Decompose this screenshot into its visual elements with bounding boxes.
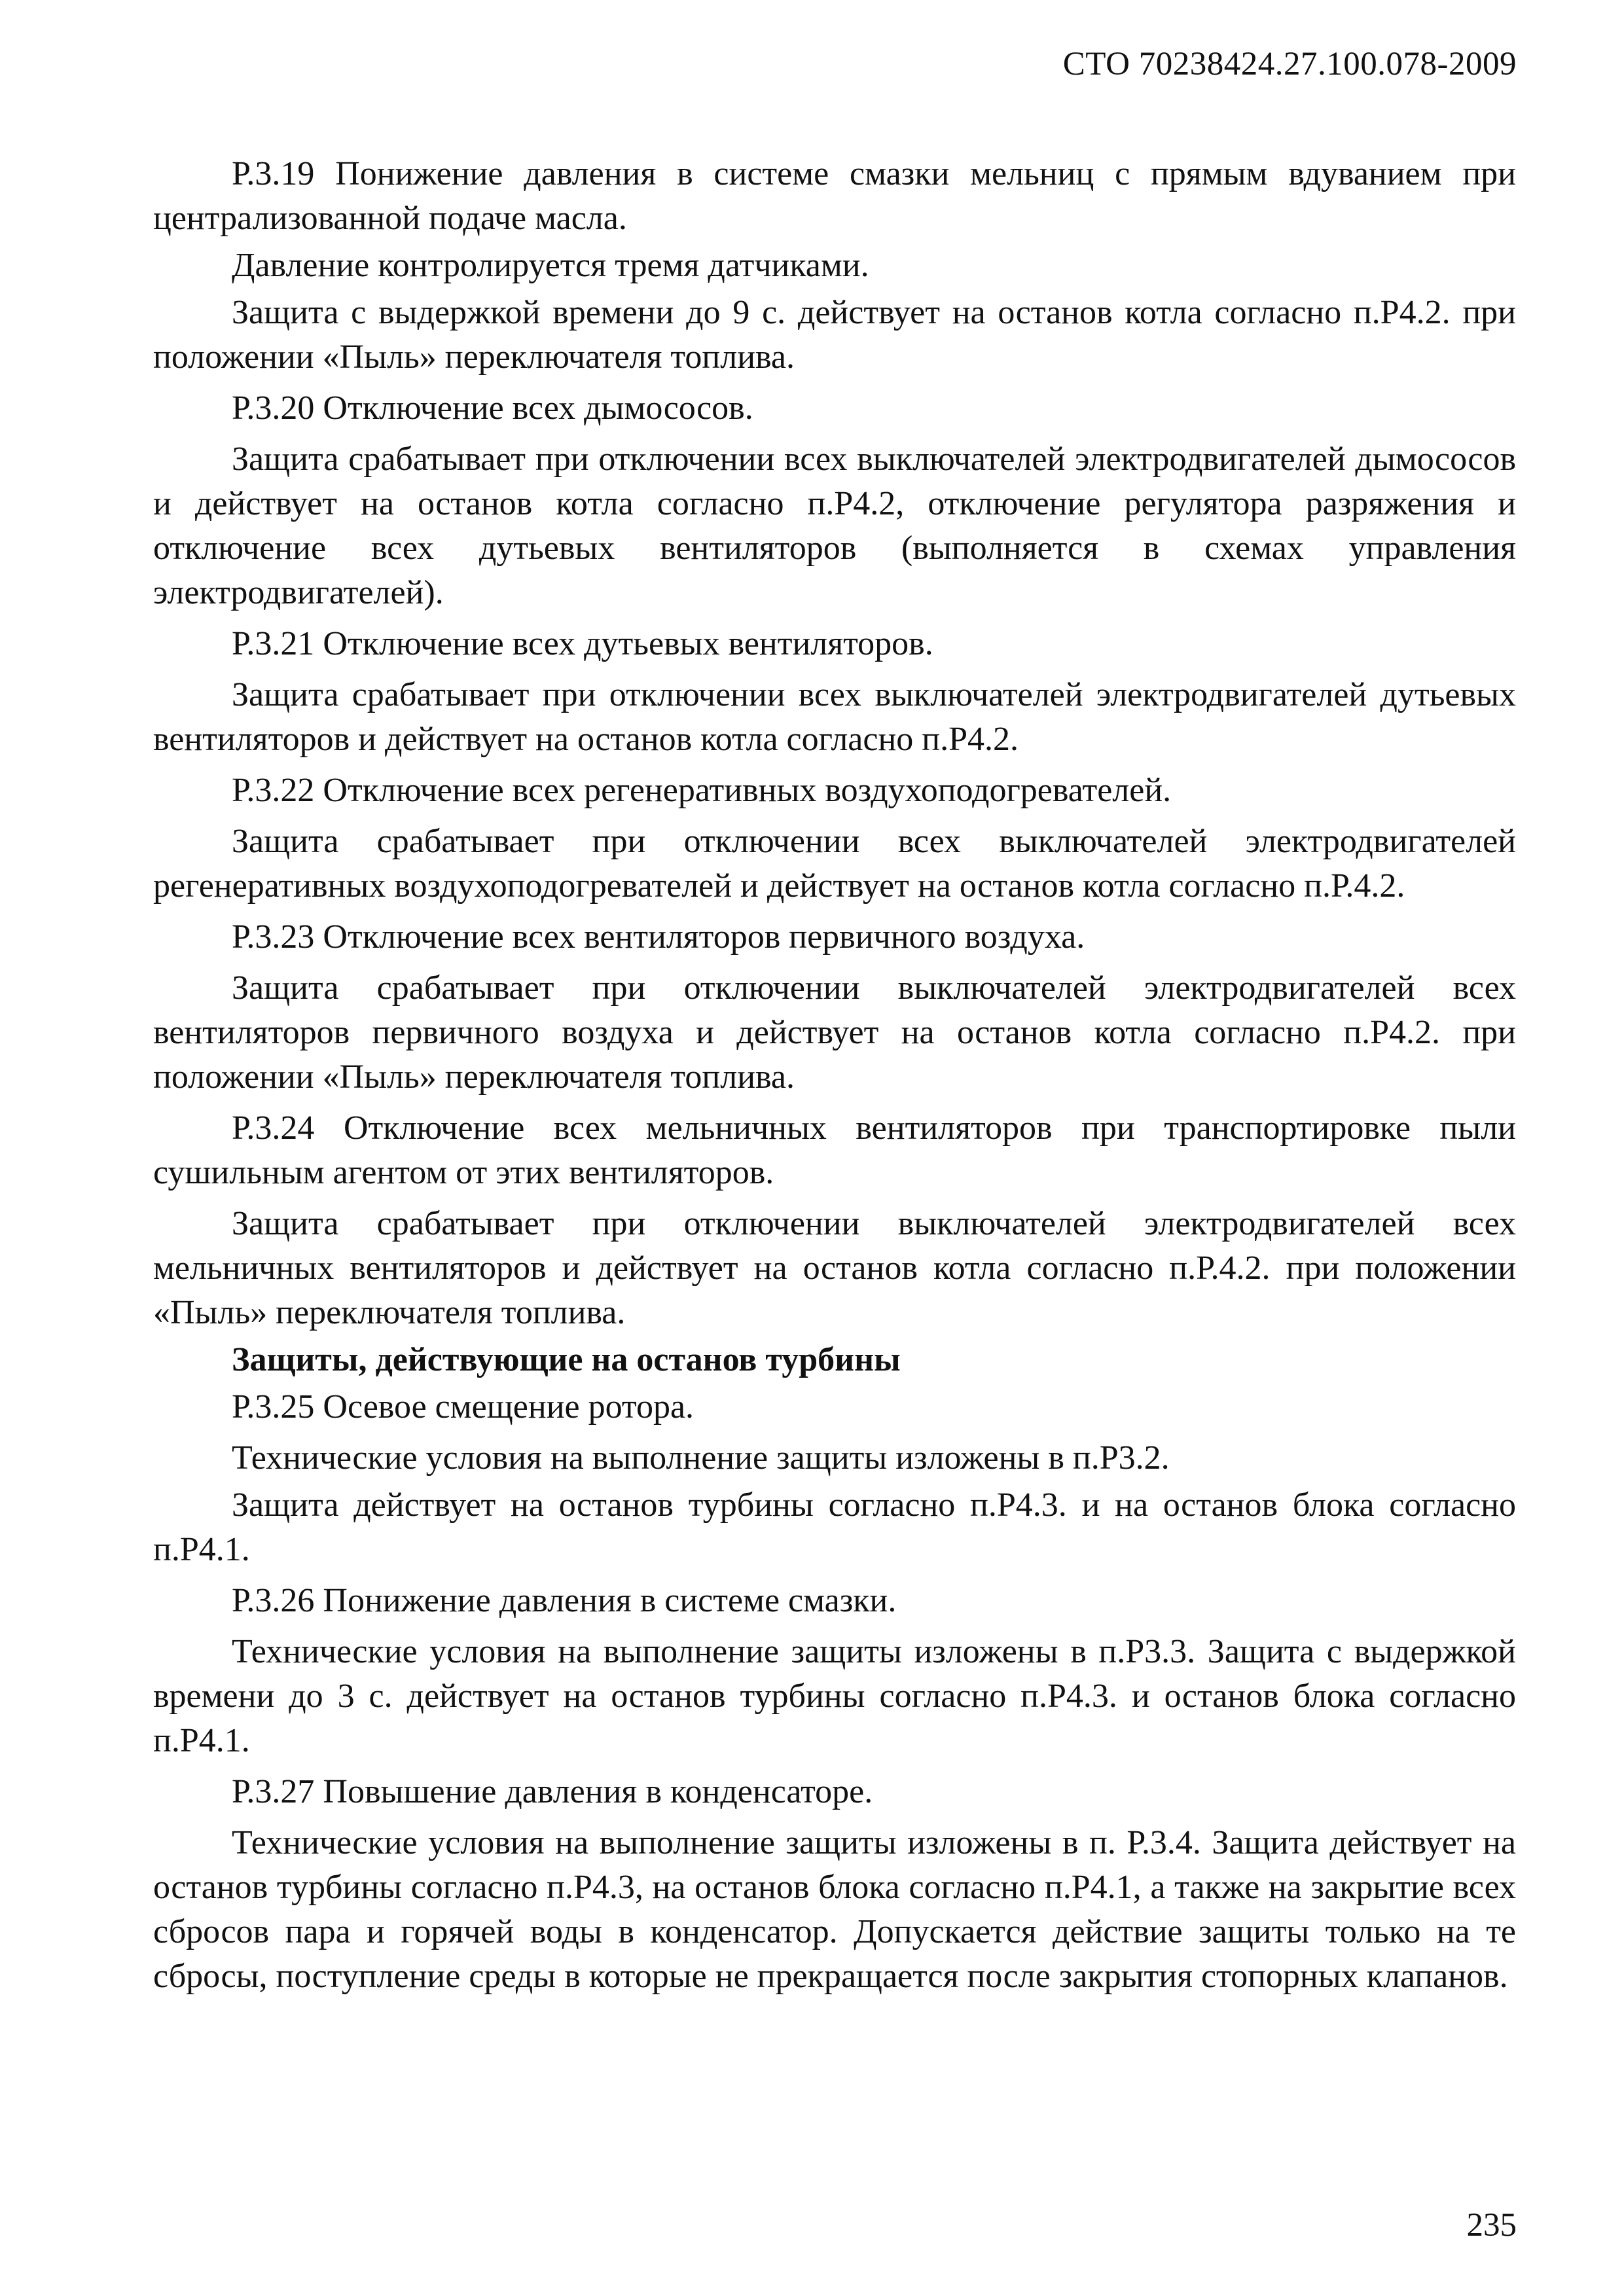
paragraph-p3-26-title: Р.3.26 Понижение давления в системе смазки. bbox=[232, 1582, 897, 1619]
paragraph-p3-21-title: Р.3.21 Отключение всех дутьевых вентиляторов. bbox=[232, 625, 933, 662]
paragraph-p3-25-title: Р.3.25 Осевое смещение ротора. bbox=[232, 1388, 695, 1426]
paragraph-p3-24-title: Р.3.24 Отключение всех мельничных вентиляторов при транспортировке пыли сушильным агентом от этих вентиляторов. bbox=[153, 1109, 1516, 1191]
paragraph-p3-19-protection: Защита с выдержкой времени до 9 с. действует на останов котла согласно п.Р4.2. при положении «Пыль» переключателя топлива. bbox=[153, 294, 1516, 376]
paragraph-p3-23-title: Р.3.23 Отключение всех вентиляторов первичного воздуха. bbox=[232, 918, 1085, 956]
paragraph-p3-22-body: Защита срабатывает при отключении всех выключателей электродвигателей регенеративных воздухоподогревателей и действует на останов котла согласно п.Р.4.2. bbox=[153, 823, 1516, 905]
paragraph-p3-25-action: Защита действует на останов турбины согласно п.Р4.3. и на останов блока согласно п.Р4.1. bbox=[153, 1486, 1516, 1568]
paragraph-p3-24-body: Защита срабатывает при отключении выключателей электродвигателей всех мельничных вентиляторов и действует на останов котла согласно п.Р.4.2. при положении «Пыль» переключателя топлива. bbox=[153, 1205, 1516, 1331]
page-number: 235 bbox=[1466, 2207, 1517, 2244]
paragraph-p3-23-body: Защита срабатывает при отключении выключателей электродвигателей всех вентиляторов первичного воздуха и действует на останов котла согласно п.Р4.2. при положении «Пыль» переключателя топлива. bbox=[153, 969, 1516, 1096]
paragraph-p3-22-title: Р.3.22 Отключение всех регенеративных воздухоподогревателей. bbox=[232, 772, 1172, 809]
page-body bbox=[153, 145, 1516, 1999]
paragraph-p3-20-title: Р.3.20 Отключение всех дымососов. bbox=[232, 389, 753, 427]
paragraph-p3-20-body: Защита срабатывает при отключении всех выключателей электродвигателей дымососов и действует на останов котла согласно п.Р4.2, отключение регулятора разряжения и отключение всех дутьевых вентиляторов (выполняется в схемах управления электродвигателей). bbox=[153, 440, 1516, 611]
paragraph-p3-19-sensors: Давление контролируется тремя датчиками. bbox=[232, 247, 869, 284]
paragraph-p3-26-body: Технические условия на выполнение защиты изложены в п.Р3.3. Защита с выдержкой времени до 3 с. действует на останов турбины согласно п.Р4.3. и останов блока согласно п.Р4.1. bbox=[153, 1633, 1516, 1759]
paragraph-p3-27-title: Р.3.27 Повышение давления в конденсаторе. bbox=[232, 1773, 873, 1810]
paragraph-p3-25-conditions: Технические условия на выполнение защиты изложены в п.Р3.2. bbox=[232, 1439, 1170, 1477]
section-heading-turbine: Защиты, действующие на останов турбины bbox=[232, 1341, 901, 1378]
paragraph-p3-21-body: Защита срабатывает при отключении всех выключателей электродвигателей дутьевых вентиляторов и действует на останов котла согласно п.Р4.2. bbox=[153, 676, 1516, 758]
paragraph-p3-27-body: Технические условия на выполнение защиты изложены в п. Р.3.4. Защита действует на останов турбины согласно п.Р4.3, на останов блока согласно п.Р4.1, а также на закрытие всех сбросов пара и горячей воды в конденсатор. Допускается действие защиты только на те сбросы, поступление среды в которые не прекращается после закрытия стопорных клапанов. bbox=[153, 1824, 1516, 1995]
paragraph-p3-19-title: Р.3.19 Понижение давления в системе смазки мельниц с прямым вдуванием при централизованной подаче масла. bbox=[153, 155, 1516, 237]
document-code-header: СТО 70238424.27.100.078-2009 bbox=[1062, 46, 1517, 82]
